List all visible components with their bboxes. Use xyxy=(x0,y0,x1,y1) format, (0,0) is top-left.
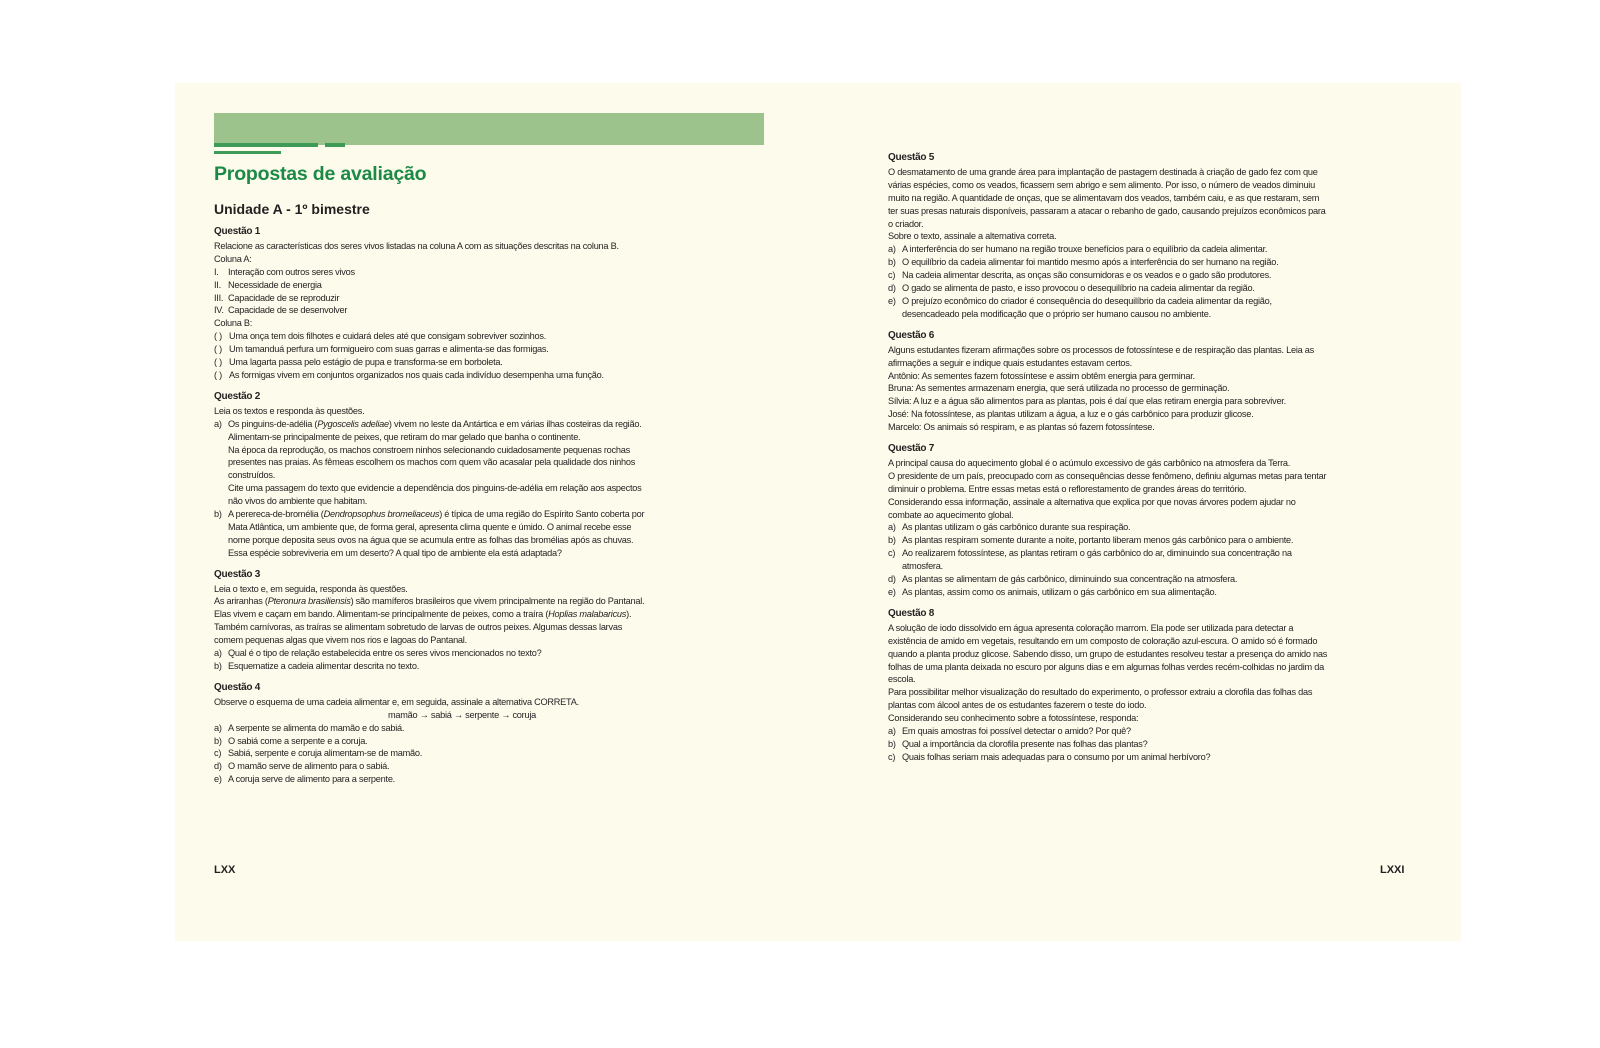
question-text: Leia o texto e, em seguida, responda às questões. xyxy=(214,583,408,594)
question-8 xyxy=(888,608,1328,764)
list-item: I. Interação com outros seres vivos xyxy=(214,266,355,277)
list-item: d) O gado se alimenta de pasto, e isso provocou o desequilíbrio na cadeia alimentar da região. xyxy=(888,283,1255,294)
header-accent-line-short xyxy=(214,151,281,154)
list-item: ( ) Um tamanduá perfura um formigueiro com suas garras e alimenta-se das formigas. xyxy=(214,344,549,355)
question-7 xyxy=(888,443,1328,599)
question-title: Questão 4 xyxy=(214,681,261,693)
list-item: IV. Capacidade de se desenvolver xyxy=(214,305,348,316)
question-title: Questão 1 xyxy=(214,226,261,237)
list-item: b) Qual a importância da clorofila presente nas folhas das plantas? xyxy=(888,738,1148,749)
question-3 xyxy=(214,569,650,673)
list-item: ( ) As formigas vivem em conjuntos organizados nos quais cada indivíduo desempenha uma função. xyxy=(214,369,604,380)
question-text: A principal causa do aquecimento global é o acúmulo excessivo de gás carbônico na atmosfera da Terra. xyxy=(888,457,1291,468)
list-item: ( ) Uma lagarta passa pelo estágio de pupa e transforma-se em borboleta. xyxy=(214,357,503,368)
list-item: b) O sabiá come a serpente e a coruja. xyxy=(214,735,368,746)
list-item: c) Sabiá, serpente e coruja alimentam-se de mamão. xyxy=(214,748,423,759)
question-5 xyxy=(888,152,1328,321)
list-item: c) Quais folhas seriam mais adequadas para o consumo por um animal herbívoro? xyxy=(888,751,1211,762)
list-item: e) As plantas, assim como os animais, utilizam o gás carbônico em sua alimentação. xyxy=(888,587,1217,597)
list-item: e) O prejuízo econômico do criador é consequência do desequilíbrio da cadeia alimentar da região, desencadeado pela modificação que o próprio ser humano causou no ambiente. xyxy=(888,295,1272,319)
list-item: b) O equilíbrio da cadeia alimentar foi mantido mesmo após a interferência do ser humano na região. xyxy=(888,257,1279,268)
list-item: a) Os pinguins-de-adélia (Pygoscelis adeliae) vivem no leste da Antártica e em várias ilhas costeiras da região. Alimentam-se principalmente de peixes, que retiram do mar gelado que banha o continente. xyxy=(214,418,642,442)
question-2 xyxy=(214,391,650,560)
list-item: a) A interferência do ser humano na região trouxe benefícios para o equilíbrio da cadeia alimentar. xyxy=(888,244,1268,255)
question-text: Considerando essa informação, assinale a alternativa que explica por que novas árvores podem ajudar no combate ao aquecimento global. xyxy=(888,496,1296,520)
list-item: b) As plantas respiram somente durante a noite, portanto liberam menos gás carbônico para o ambiente. xyxy=(888,535,1294,546)
question-text: O presidente de um país, preocupado com as consequências desse fenômeno, definiu algumas metas para tentar diminuir o problema. Entre essas metas está o reflorestamento de grandes áreas do território. xyxy=(888,470,1327,494)
list-item: a) As plantas utilizam o gás carbônico durante sua respiração. xyxy=(888,522,1131,533)
unit-subtitle: Unidade A - 1º bimestre xyxy=(214,201,370,217)
header-accent-dash xyxy=(325,143,345,147)
question-4 xyxy=(214,682,650,786)
header-bar xyxy=(214,113,764,145)
statement: Marcelo: Os animais só respiram, e as plantas só fazem fotossíntese. xyxy=(888,422,1155,433)
question-text: Para possibilitar melhor visualização do resultado do experimento, o professor extraiu a clorofila das folhas das plantas com álcool antes de os estudantes fazerem o teste do iodo. xyxy=(888,687,1313,711)
list-item: a) Em quais amostras foi possível detectar o amido? Por quê? xyxy=(888,726,1131,737)
page-title: Propostas de avaliação xyxy=(214,163,427,185)
question-text: Considerando seu conhecimento sobre a fotossíntese, responda: xyxy=(888,713,1139,724)
question-text: O desmatamento de uma grande área para implantação de pastagem destinada à criação de gado fez com que várias espécies, como os veados, ficassem sem abrigo e sem alimento. Por isso, o número de veados diminuiu muito na região. A quantidade de onças, que se alimentavam dos veados, também caiu, e as que restaram, sem ter suas presas naturais disponíveis, passaram a atacar o rebanho de gado, causando prejuízos econômicos para o criador. xyxy=(888,166,1326,229)
list-item: ( ) Uma onça tem dois filhotes e cuidará deles até que consigam sobreviver sozinhos. xyxy=(214,331,547,342)
list-item: III. Capacidade de se reproduzir xyxy=(214,292,340,303)
list-item: d) As plantas se alimentam de gás carbônico, diminuindo sua concentração na atmosfera. xyxy=(888,574,1238,585)
list-item: II. Necessidade de energia xyxy=(214,279,322,290)
right-column xyxy=(888,152,1328,773)
book-spread xyxy=(175,83,1461,941)
page-number-right: LXXI xyxy=(1380,864,1405,876)
column-label: Coluna B: xyxy=(214,318,253,329)
list-item: c) Ao realizarem fotossíntese, as plantas retiram o gás carbônico do ar, diminuindo sua concentração na atmosfera. xyxy=(888,548,1292,572)
statement: Sílvia: A luz e a água são alimentos para as plantas, pois é daí que elas retiram energia para sobreviver. xyxy=(888,396,1286,407)
column-label: Coluna A: xyxy=(214,253,252,264)
statement: Antônio: As sementes fazem fotossíntese e assim obtêm energia para germinar. xyxy=(888,370,1195,381)
question-text: Alguns estudantes fizeram afirmações sobre os processos de fotossíntese e de respiração das plantas. Leia as afirmações a seguir e indique quais estudantes estavam certos. xyxy=(888,344,1314,368)
list-item: b) A perereca-de-bromélia (Dendropsophus bromeliaceus) é típica de uma região do Espírito Santo coberta por Mata Atlântica, um ambiente que, de forma geral, apresenta clima quente e úmido. O animal recebe esse nome porque deposita seus ovos na água que se acumula entre as folhas das bromélias após as chuvas. xyxy=(214,509,645,545)
list-item: a) Qual é o tipo de relação estabelecida entre os seres vivos mencionados no texto? xyxy=(214,648,542,659)
list-item: a) A serpente se alimenta do mamão e do sabiá. xyxy=(214,722,405,733)
page-number-left: LXX xyxy=(214,864,236,876)
question-1 xyxy=(214,226,650,382)
question-6 xyxy=(888,330,1328,434)
statement: Bruna: As sementes armazenam energia, que será utilizada no processo de germinação. xyxy=(888,383,1230,394)
question-title: Questão 2 xyxy=(214,390,261,402)
list-item: e) A coruja serve de alimento para a serpente. xyxy=(214,774,395,785)
question-text: Observe o esquema de uma cadeia alimentar e, em seguida, assinale a alternativa CORRETA. xyxy=(214,696,579,707)
question-title: Questão 3 xyxy=(214,568,261,580)
question-title: Questão 5 xyxy=(888,152,935,163)
question-text: Relacione as características dos seres vivos listadas na coluna A com as situações descritas na coluna B. xyxy=(214,240,619,251)
question-text: A solução de iodo dissolvido em água apresenta coloração marrom. Ela pode ser utilizada para detectar a existência de amido em vegetais, resultando em um composto de coloração azul-escura. O amido só é formado quando a planta produz glicose. Sabendo disso, um grupo de estudantes resolveu testar a presença do amido nas folhas de uma planta deixada no escuro por alguns dias e em algumas folhas verdes recém-colhidas no jardim da escola. xyxy=(888,622,1328,685)
question-title: Questão 7 xyxy=(888,443,935,455)
question-text: Leia os textos e responda às questões. xyxy=(214,405,365,416)
header-accent-line xyxy=(214,143,318,147)
question-text: Sobre o texto, assinale a alternativa correta. xyxy=(888,231,1057,242)
question-text: As ariranhas (Pteronura brasiliensis) são mamíferos brasileiros que vivem principalmente na região do Pantanal. Elas vivem e caçam em bando. Alimentam-se principalmente de peixes, como a traíra (Hoplias malabaricus). Também carnívoras, as traíras se alimentam sobretudo de larvas de outros peixes. Algumas dessas larvas comem pequenas algas que vivem nos rios e lagoas do Pantanal. xyxy=(214,596,645,646)
question-text: Na época da reprodução, os machos constroem ninhos selecionando cuidadosamente pequenas rochas presentes nas praias. As fêmeas escolhem os machos com quem vão acasalar pela qualidade dos ninhos construídos. xyxy=(228,444,636,481)
left-column xyxy=(214,226,650,795)
statement: José: Na fotossíntese, as plantas utilizam a água, a luz e o gás carbônico para produzir glicose. xyxy=(888,409,1254,420)
list-item: d) O mamão serve de alimento para o sabiá. xyxy=(214,761,390,772)
question-text: Essa espécie sobreviveria em um deserto? A qual tipo de ambiente ela está adaptada? xyxy=(228,547,562,558)
question-title: Questão 8 xyxy=(888,607,935,619)
question-title: Questão 6 xyxy=(888,329,935,341)
list-item: c) Na cadeia alimentar descrita, as onças são consumidoras e os veados e o gado são produtores. xyxy=(888,270,1272,281)
food-chain-scheme: mamão → sabiá → serpente → coruja xyxy=(387,709,536,720)
question-text: Cite uma passagem do texto que evidencie a dependência dos pinguins-de-adélia em relação aos aspectos não vivos do ambiente que habitam. xyxy=(228,483,642,507)
list-item: b) Esquematize a cadeia alimentar descrita no texto. xyxy=(214,661,420,671)
